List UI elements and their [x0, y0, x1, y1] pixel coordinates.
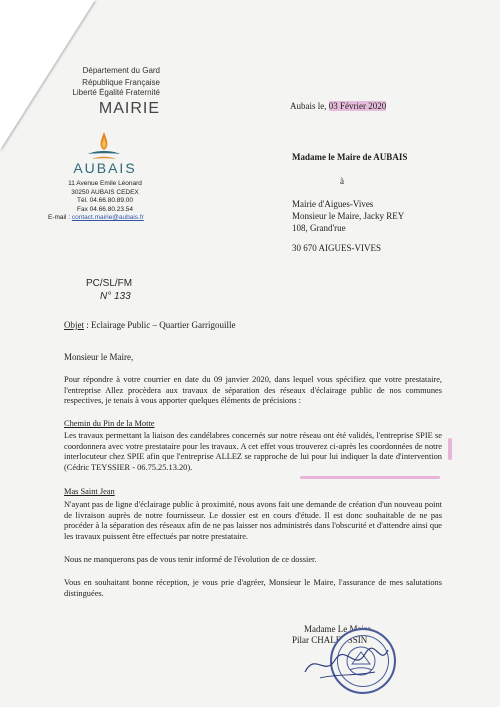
folded-corner	[0, 0, 95, 150]
sender-postal: 30250 AUBAIS CEDEX	[71, 188, 139, 196]
highlight-mark-margin	[448, 438, 452, 460]
email-link[interactable]: contact.mairie@aubais.fr	[71, 214, 144, 221]
to-word: à	[340, 176, 344, 186]
reference-code: PC/SL/FM	[86, 278, 133, 289]
email-label: E-mail :	[48, 214, 71, 221]
signature-title: Madame Le Maire,	[304, 624, 374, 634]
reference-number: N° 133	[100, 291, 131, 302]
sender-street: 11 Avenue Emile Léonard	[68, 180, 142, 187]
sender-email-line	[48, 214, 173, 223]
date-value: 03 Février 2020	[328, 101, 387, 111]
greeting: Monsieur le Maire,	[64, 352, 134, 362]
subject-label: Objet	[64, 320, 84, 330]
date-prefix: Aubais le,	[290, 101, 327, 111]
intro-paragraph: Pour répondre à votre courrier en date du 09 janvier 2020, dans lequel vous spécifiez que votre prestataire, l'entreprise Allez procèdera aux travaux de séparation des réseaux d'éclairage public de nos communes respectives, je tenais à vous apporter quelques éléments de précisions :	[64, 375, 442, 406]
recipient-org: Mairie d'Aigues-Vives	[292, 199, 374, 209]
subject-text: : Eclairage Public – Quartier Garrigouille	[86, 320, 236, 330]
date-line	[290, 101, 386, 112]
sender-line-3: Liberté Égalité Fraternité	[72, 88, 160, 97]
recipient-name: Monsieur le Maire, Jacky REY	[292, 211, 405, 221]
recipient-address	[292, 198, 404, 234]
section-1-paragraph: Les travaux permettant la liaison des candélabres concernés sur notre réseau ont été validés, l'entreprise SPIE se coordonnera avec votre prestataire pour les travaux. A cet effet vous trouverez ci-après les coordonnées de notre interlocuteur chez SPIE afin que l'entreprise ALLEZ se rapproche de lui pour lui indiquer la date d'intervention (Cédric TEYSSIER - 06.75.25.13.20).	[64, 431, 442, 472]
section-2-paragraph: N'ayant pas de ligne d'éclairage public à proximité, nous avons fait une demande de création d'un nouveau point de livraison auprès de notre fournisseur. Le dossier est en cours d'étude. Il est donc souhaitable de ne pas procéder à la séparation des réseaux afin de ne pas laisser nos administrés dans l'obscurité et d'attendre ainsi que les travaux puissent être effectués par notre prestataire.	[64, 500, 442, 541]
handwritten-signature-icon	[300, 642, 390, 682]
closing-paragraph: Vous en souhaitant bonne réception, je vous prie d'agréer, Monsieur le Maire, l'assurance de mes salutations distinguées.	[64, 578, 442, 598]
town-name: AUBAIS	[73, 160, 137, 176]
sender-title: MAIRIE	[98, 100, 160, 117]
recipient-city: 30 670 AIGUES-VIVES	[292, 243, 381, 253]
highlight-mark-underline	[300, 476, 440, 479]
followup-paragraph: Nous ne manquerons pas de vous tenir informé de l'évolution de ce dossier.	[64, 555, 317, 564]
sender-address-block	[55, 180, 155, 214]
signature-name: Pilar CHALEYSSIN	[292, 635, 368, 645]
section-2-title: Mas Saint Jean	[64, 487, 115, 496]
recipient-street: 108, Grand'rue	[292, 223, 346, 233]
sender-fax: Fax 04.66.80.23.54	[76, 205, 133, 213]
sender-line-2: République Française	[82, 78, 160, 87]
section-1-title: Chemin du Pin de la Motte	[64, 419, 155, 428]
salutation-line: Madame le Maire de AUBAIS	[292, 152, 408, 162]
subject-line	[64, 320, 235, 331]
sender-line-1: Département du Gard	[82, 66, 160, 75]
town-logo-icon	[84, 130, 124, 162]
sender-phone: Tél. 04.66.80.89.00	[76, 197, 133, 204]
